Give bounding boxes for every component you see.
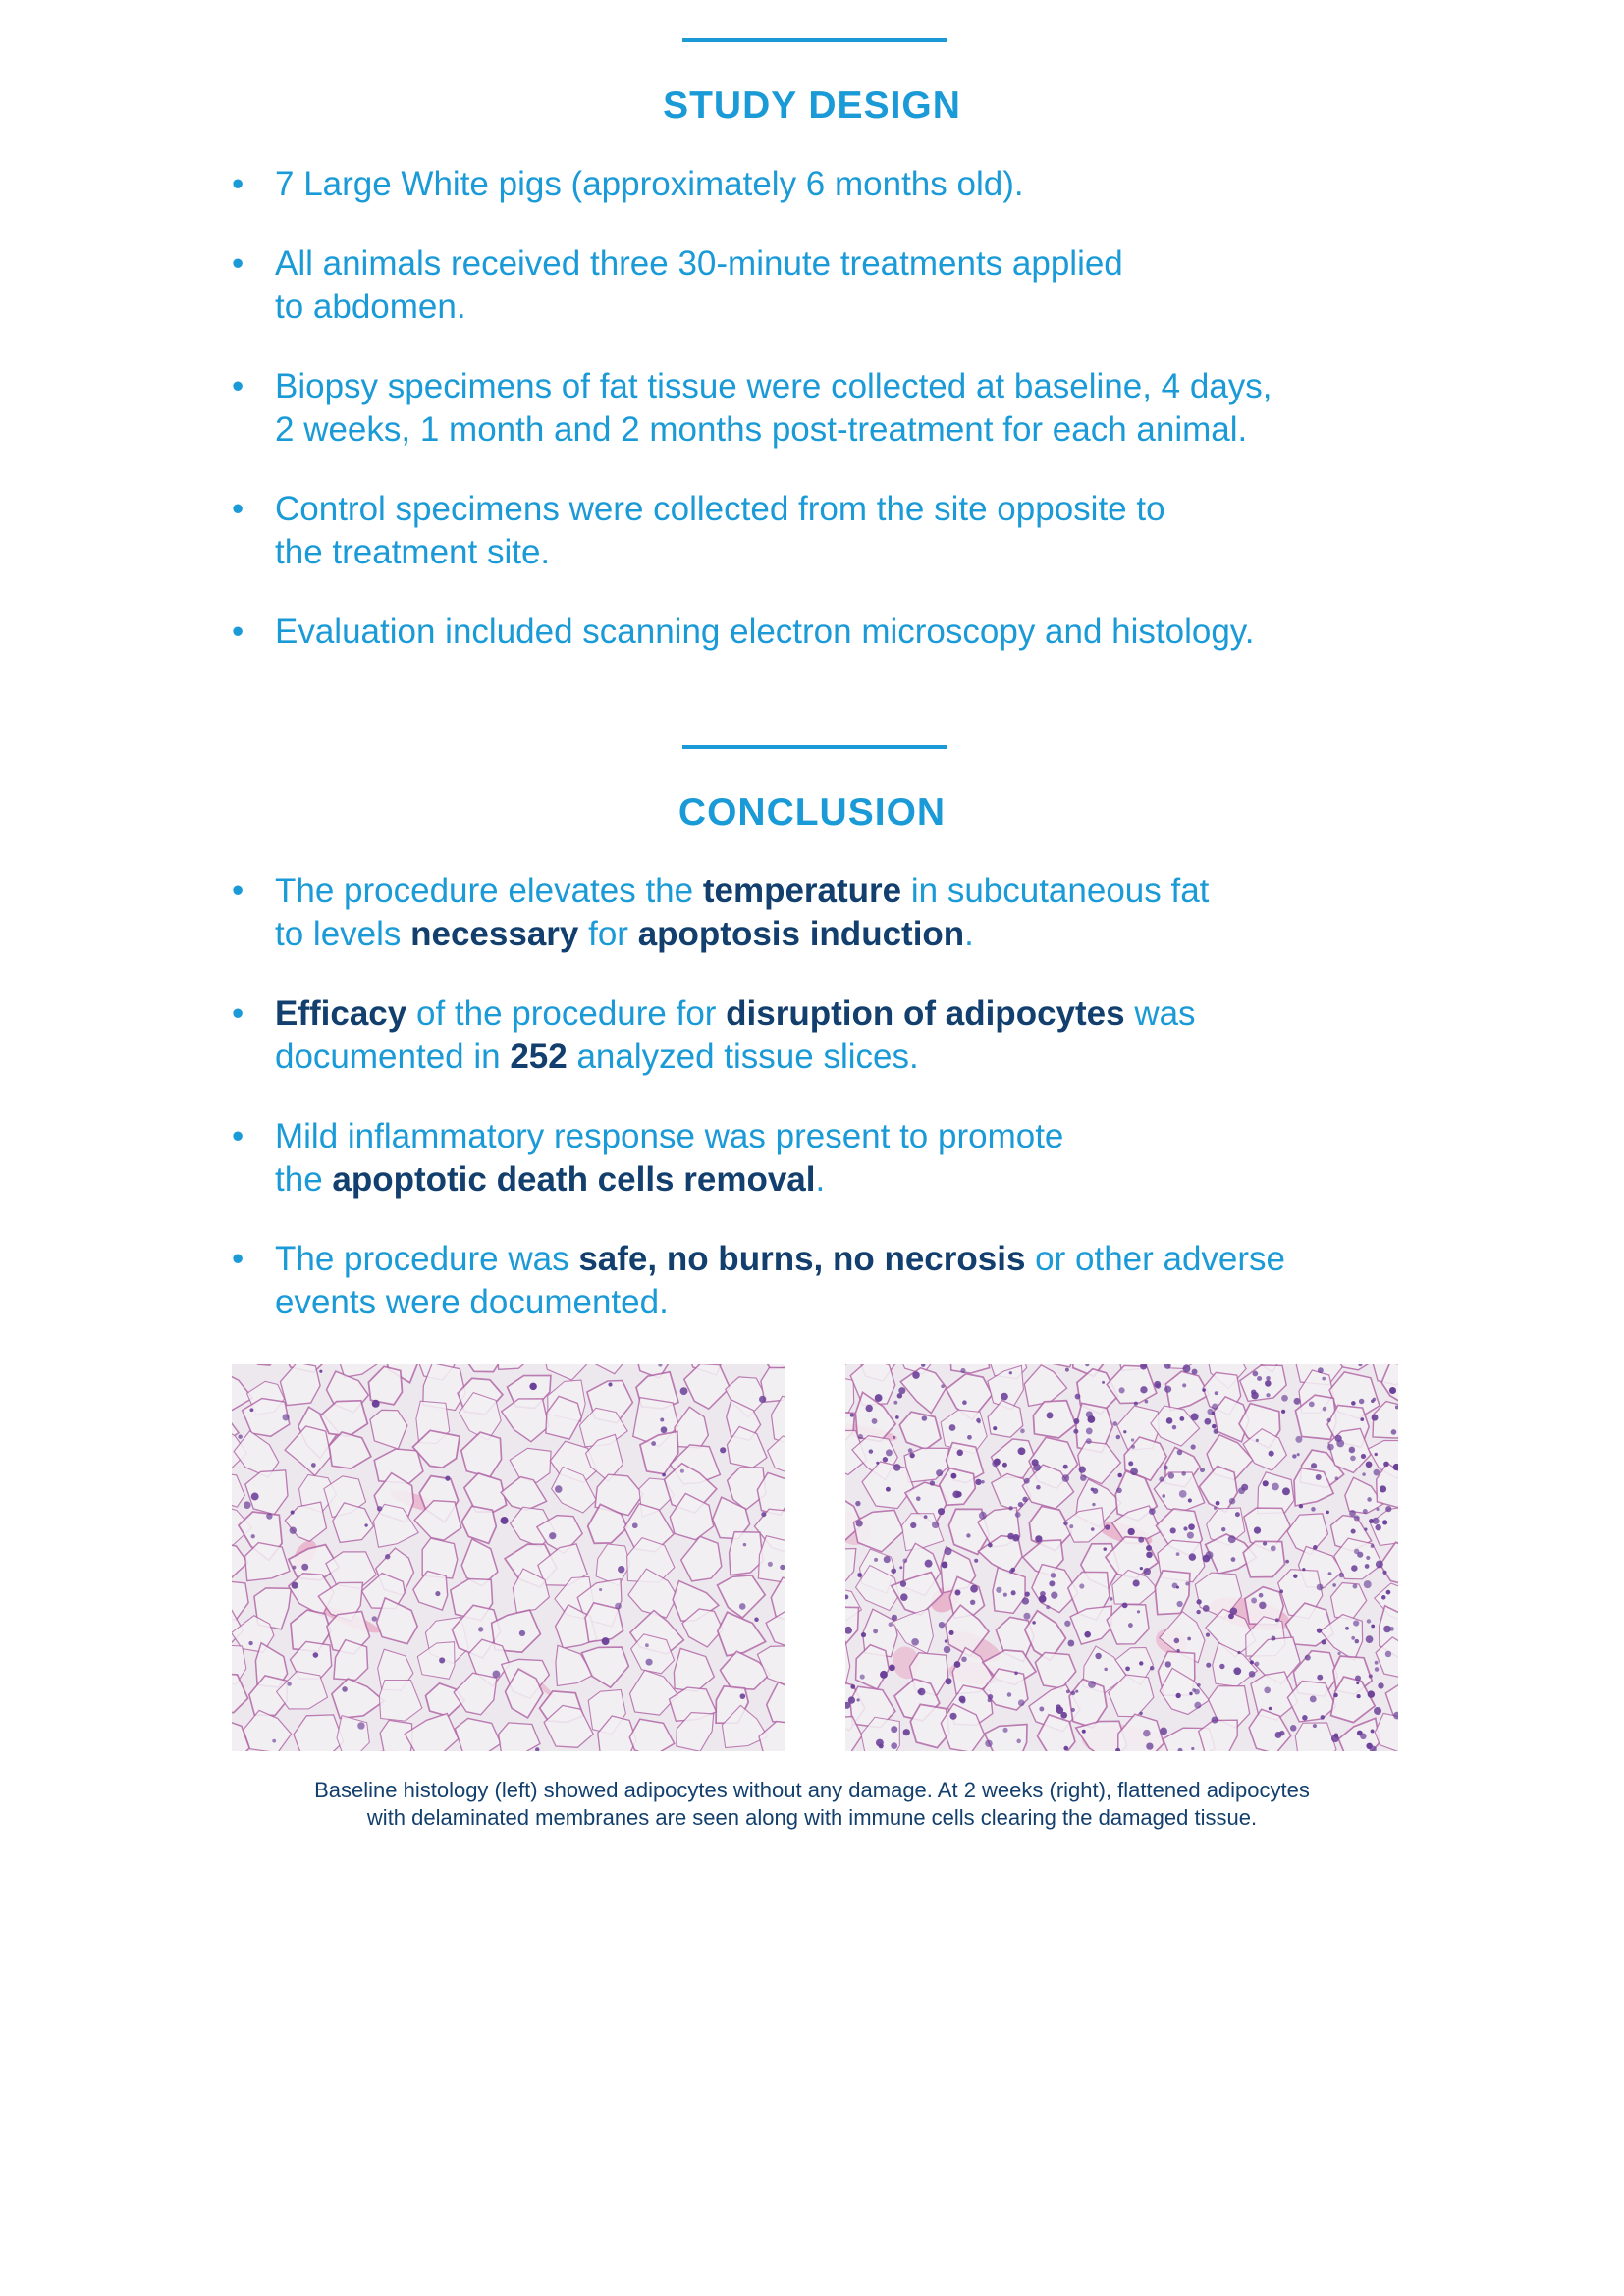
conclusion-list: [232, 870, 1439, 1361]
bullet-text-line: [275, 408, 1439, 452]
emphasized-text: safe, no burns, no necrosis: [578, 1240, 1026, 1278]
bullet-text-line: [275, 611, 1439, 654]
text-segment: The procedure elevates the: [275, 872, 703, 910]
text-segment: events were documented.: [275, 1283, 669, 1321]
text-segment: .: [815, 1160, 826, 1199]
text-segment: 7 Large White pigs (approximately 6 months old).: [275, 165, 1024, 203]
bullet-marker: •: [232, 490, 244, 528]
text-segment: The procedure was: [275, 1240, 579, 1278]
conclusion-bullet-item: [232, 992, 1439, 1079]
bullet-text-line: [275, 488, 1439, 531]
study-design-bullet-item: [232, 163, 1439, 206]
emphasized-text: temperature: [702, 872, 902, 910]
emphasized-text: 252: [510, 1038, 568, 1076]
bullet-text-line: [275, 286, 1439, 329]
conclusion-bullet-item: [232, 870, 1439, 956]
bullet-text-line: [275, 1115, 1439, 1158]
bullet-marker: •: [232, 244, 244, 283]
text-segment: to abdomen.: [275, 288, 466, 326]
bullet-text-line: [275, 992, 1439, 1036]
text-segment: .: [964, 915, 974, 953]
emphasized-text: Efficacy: [275, 994, 407, 1033]
bullet-marker: •: [232, 1117, 244, 1155]
text-segment: Control specimens were collected from the site opposite to: [275, 490, 1165, 528]
bullet-text-line: [275, 870, 1439, 913]
text-segment: in subcutaneous fat: [901, 872, 1210, 910]
bullet-marker: •: [232, 165, 244, 203]
bullet-marker: •: [232, 613, 244, 651]
bullet-text-line: [275, 1158, 1439, 1201]
text-segment: the treatment site.: [275, 533, 551, 571]
text-segment: Evaluation included scanning electron microscopy and histology.: [275, 613, 1255, 651]
bullet-text-line: [275, 1238, 1439, 1281]
bullet-text-line: [275, 1036, 1439, 1079]
study-design-heading: STUDY DESIGN: [663, 84, 961, 127]
text-segment: the: [275, 1160, 333, 1199]
emphasized-text: necessary: [410, 915, 579, 953]
study-design-list: [232, 163, 1439, 690]
caption-line-1: Baseline histology (left) showed adipocytes without any damage. At 2 weeks (right), flattened adipocytes: [314, 1778, 1310, 1802]
text-segment: or other adverse: [1025, 1240, 1286, 1278]
bullet-text-line: [275, 531, 1439, 574]
bullet-text-line: [275, 242, 1439, 286]
bullet-text-line: [275, 163, 1439, 206]
study-design-bullet-item: [232, 242, 1439, 329]
bullet-marker: •: [232, 872, 244, 910]
text-segment: Biopsy specimens of fat tissue were collected at baseline, 4 days,: [275, 367, 1272, 405]
bullet-text-line: [275, 913, 1439, 956]
study-design-bullet-item: [232, 488, 1439, 574]
conclusion-heading: CONCLUSION: [677, 791, 947, 833]
section-divider-study-design: [682, 38, 947, 42]
bullet-marker: •: [232, 994, 244, 1033]
study-design-bullet-item: [232, 365, 1439, 452]
emphasized-text: disruption of adipocytes: [726, 994, 1125, 1033]
section-divider-conclusion: [682, 745, 947, 749]
text-segment: All animals received three 30-minute treatments applied: [275, 244, 1123, 283]
bullet-marker: •: [232, 1240, 244, 1278]
text-segment: was: [1124, 994, 1196, 1033]
text-segment: documented in: [275, 1038, 511, 1076]
caption-line-2: with delaminated membranes are seen along with immune cells clearing the damaged tissue.: [366, 1805, 1258, 1830]
text-segment: of the procedure for: [406, 994, 727, 1033]
text-segment: to levels: [275, 915, 411, 953]
bullet-text-line: [275, 1281, 1439, 1324]
text-segment: Mild inflammatory response was present to promote: [275, 1117, 1064, 1155]
conclusion-bullet-item: [232, 1238, 1439, 1324]
bullet-text-line: [275, 365, 1439, 408]
text-segment: analyzed tissue slices.: [567, 1038, 919, 1076]
histology-image-baseline: [232, 1364, 785, 1751]
text-segment: for: [578, 915, 638, 953]
conclusion-bullet-item: [232, 1115, 1439, 1201]
emphasized-text: apoptotic death cells removal: [332, 1160, 816, 1199]
figure-caption: [196, 1777, 1428, 1832]
emphasized-text: apoptosis induction: [637, 915, 965, 953]
bullet-marker: •: [232, 367, 244, 405]
text-segment: 2 weeks, 1 month and 2 months post-treatment for each animal.: [275, 410, 1248, 449]
histology-image-2-weeks: [845, 1364, 1398, 1751]
study-design-bullet-item: [232, 611, 1439, 654]
